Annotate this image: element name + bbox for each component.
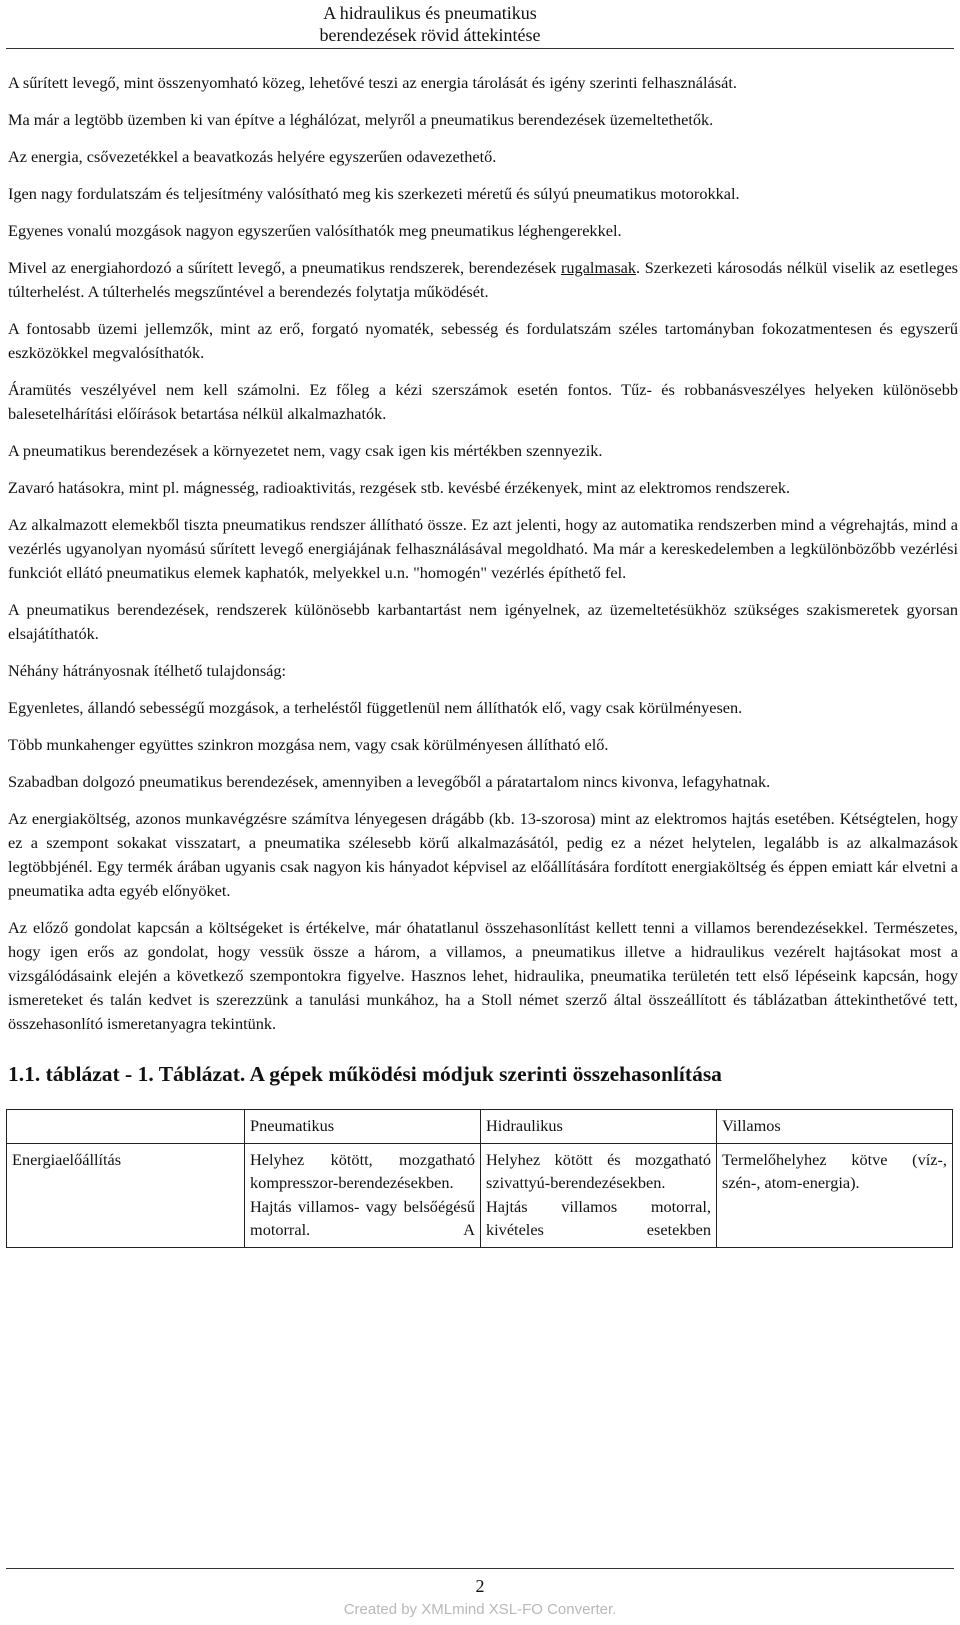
table-header-row [7, 1110, 953, 1144]
created-by-watermark: Created by XMLmind XSL-FO Converter. [343, 1601, 617, 1618]
paragraph: A pneumatikus berendezések a környezetet nem, vagy csak igen kis mértékben szennyezik. [8, 441, 603, 460]
footer-divider [6, 1568, 954, 1569]
paragraph: A fontosabb üzemi jellemzők, mint az erő, forgató nyomaték, sebesség és fordulatszám széles tartományban fokozatmentesen és egyszerű eszközökkel megvalósíthatók. [8, 319, 958, 362]
page-number: 2 [475, 1576, 485, 1596]
header-title [270, 2, 590, 46]
paragraph: Egyenletes, állandó sebességű mozgások, a terheléstől függetlenül nem állíthatók elő, vagy csak körülményesen. [8, 698, 743, 717]
document-body [8, 71, 958, 1248]
paragraph: Több munkahenger együttes szinkron mozgása nem, vagy csak körülményesen állítható elő. [8, 735, 609, 754]
paragraph: Igen nagy fordulatszám és teljesítmény valósítható meg kis szerkezeti méretű és súlyú pneumatikus motorokkal. [8, 184, 740, 203]
paragraph: Néhány hátrányosnak ítélhető tulajdonság: [8, 661, 287, 680]
table-row-label: Energiaelőállítás [7, 1143, 245, 1247]
paragraph: Szabadban dolgozó pneumatikus berendezések, amennyiben a levegőből a páratartalom nincs kivonva, lefagyhatnak. [8, 772, 771, 791]
table-cell: Termelőhelyhez kötve (víz-, szén-, atom-energia). [717, 1143, 953, 1247]
paragraph: Az előző gondolat kapcsán a költségeket is értékelve, már óhatatlanul összehasonlítást kellett tenni a villamos berendezésekkel. Természetes, hogy igen erős az gondolat, hogy vessük össze a három, a villamos, a pneumatikus illetve a hidraulikus vezérelt hajtásokat most a vizsgálódásaink elején a következő szempontokra figyelve. Hasznos lehet, hidraulika, pneumatika területén tett első lépéseink kapcsán, hogy ismereteket és talán kedvet is szerezzünk a tanulási munkához, ha a Stoll német szerző által összeállított és táblázatban áttekinthetővé tett, összehasonlító ismeretanyagra tekintünk. [8, 918, 958, 1033]
paragraph: A sűrített levegő, mint összenyomható közeg, lehetővé teszi az energia tárolását és igény szerinti felhasználását. [8, 73, 737, 92]
page-header [0, 0, 960, 50]
paragraph-text: . Szerkezeti károsodás nélkül viselik az esetleges túlterhelést. A túlterhelés megszűntével a berendezés folytatja működését. [8, 258, 958, 301]
rugalmasak-link[interactable]: rugalmasak [561, 258, 637, 277]
paragraph: Az alkalmazott elemekből tiszta pneumatikus rendszer állítható össze. Ez azt jelenti, hogy az automatika rendszerben mind a végrehajtás, mind a vezérlés ugyanolyan nyomású sűrített levegő energiájának felhasználásával megoldható. Ma már a kereskedelemben a legkülönbözőbb vezérlési funkciót ellátó pneumatikus elemek kaphatók, melyekkel u.n. "homogén" vezérlés építhető fel. [8, 515, 958, 582]
header-divider [6, 48, 954, 49]
paragraph: Az energiaköltség, azonos munkavégzésre számítva lényegesen drágább (kb. 13-szorosa) mint az elektromos hajtás esetében. Kétségtelen, hogy ez a szempont sokakat visszatart, a pneumatika szélesebb körű alkalmazásától, pedig ez a nézet helytelen, legalább is az alkalmazások legtöbbjénél. Egy termék árában ugyanis csak nagyon kis hányadot képvisel az előállítására fordított energiaköltség és éppen emiatt kár elvetni a pneumatika adta egyéb előnyöket. [8, 809, 958, 900]
comparison-table [6, 1109, 953, 1248]
paragraph: Az energia, csővezetékkel a beavatkozás helyére egyszerűen odavezethető. [8, 147, 497, 166]
table-row [7, 1143, 953, 1247]
paragraph: Egyenes vonalú mozgások nagyon egyszerűen valósíthatók meg pneumatikus léghengerekkel. [8, 221, 622, 240]
paragraph: Áramütés veszélyével nem kell számolni. Ez főleg a kézi szerszámok esetén fontos. Tűz- és robbanásveszélyes helyeken különösebb balesetelhárítási előírások betartása nélkül alkalmazhatók. [8, 380, 958, 423]
table-header-cell: Hidraulikus [481, 1110, 717, 1144]
paragraph-text: Mivel az energiahordozó a sűrített levegő, a pneumatikus rendszerek, berendezések [8, 258, 561, 277]
table-cell: Helyhez kötött, mozgatható kompresszor-berendezésekben. Hajtás villamos- vagy belsőégésű motorral. A [245, 1143, 481, 1247]
header-title-line2: berendezések rövid áttekintése [319, 25, 541, 45]
table-header-cell: Pneumatikus [245, 1110, 481, 1144]
paragraph-rugalmas [8, 256, 958, 304]
table-title: 1.1. táblázat - 1. Táblázat. A gépek működési módjuk szerinti összehasonlítása [8, 1062, 722, 1086]
paragraph: Zavaró hatásokra, mint pl. mágnesség, radioaktivitás, rezgések stb. kevésbé érzékenyek, mint az elektromos rendszerek. [8, 478, 791, 497]
table-cell: Helyhez kötött és mozgatható szivattyú-berendezésekben. Hajtás villamos motorral, kivételes esetekben [481, 1143, 717, 1247]
table-header-cell: Villamos [717, 1110, 953, 1144]
header-title-line1: A hidraulikus és pneumatikus [323, 3, 537, 23]
paragraph: Ma már a legtöbb üzemben ki van építve a léghálózat, melyről a pneumatikus berendezések üzemeltethetők. [8, 110, 714, 129]
paragraph: A pneumatikus berendezések, rendszerek különösebb karbantartást nem igényelnek, az üzemeltetésükhöz szükséges szakismeretek gyorsan elsajátíthatók. [8, 600, 958, 643]
table-header-cell [7, 1110, 245, 1144]
